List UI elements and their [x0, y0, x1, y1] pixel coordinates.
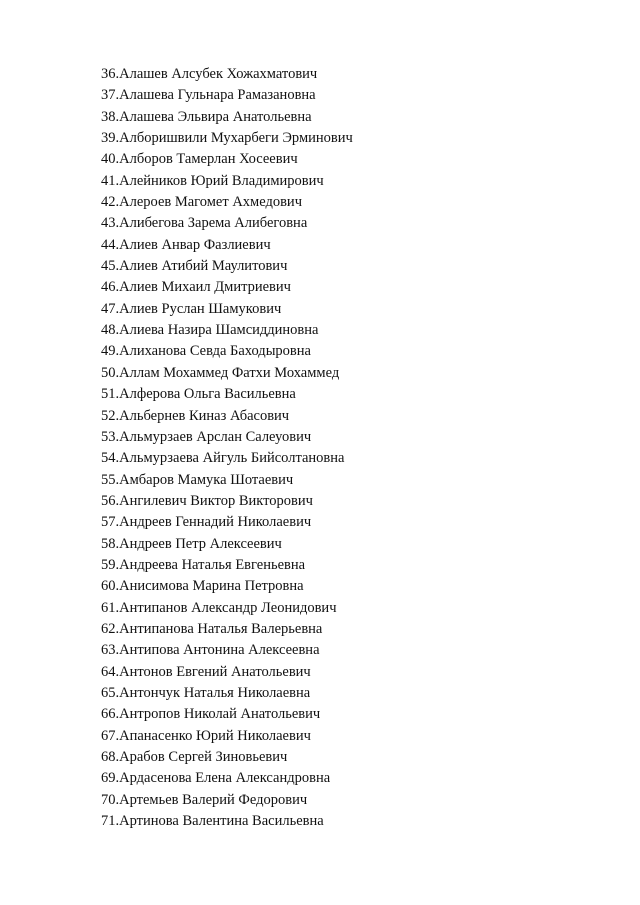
list-item-number: 51. — [101, 386, 120, 403]
list-item-number: 69. — [101, 770, 120, 787]
list-item-number: 63. — [101, 642, 120, 659]
list-item — [101, 277, 353, 298]
list-item-name: Ангилевич Виктор Викторович — [119, 492, 313, 509]
list-item-name: Аллам Мохаммед Фатхи Мохаммед — [119, 364, 340, 381]
list-item-number: 48. — [101, 322, 120, 339]
list-item-name: Андреев Петр Алексеевич — [119, 535, 282, 552]
list-item — [101, 747, 353, 768]
list-item — [101, 192, 353, 213]
list-item-number: 44. — [101, 236, 120, 253]
list-item — [101, 619, 353, 640]
list-item-name: Апанасенко Юрий Николаевич — [119, 727, 311, 744]
list-item — [101, 790, 353, 811]
list-item — [101, 149, 353, 170]
list-item — [101, 235, 353, 256]
list-item-number: 37. — [101, 87, 120, 104]
list-item-number: 54. — [101, 450, 120, 467]
list-item-name: Алашева Эльвира Анатольевна — [119, 108, 312, 125]
list-item — [101, 171, 353, 192]
list-item-number: 62. — [101, 620, 120, 637]
list-item — [101, 406, 353, 427]
list-item-name: Андреев Геннадий Николаевич — [119, 514, 312, 531]
list-item-number: 40. — [101, 151, 120, 168]
list-item-name: Алейников Юрий Владимирович — [119, 172, 324, 189]
list-item-number: 49. — [101, 343, 120, 360]
list-item-name: Алиев Анвар Фазлиевич — [119, 236, 271, 253]
list-item-name: Алиев Руслан Шамукович — [119, 300, 282, 317]
list-item-number: 56. — [101, 492, 120, 509]
list-item — [101, 811, 353, 832]
list-item — [101, 363, 353, 384]
list-item — [101, 662, 353, 683]
list-item-number: 59. — [101, 556, 120, 573]
list-item-number: 71. — [101, 813, 120, 830]
list-item-name: Альбернев Киназ Абасович — [119, 407, 290, 424]
list-item — [101, 341, 353, 362]
name-list — [101, 64, 353, 832]
list-item-number: 47. — [101, 300, 120, 317]
list-item — [101, 384, 353, 405]
list-item — [101, 107, 353, 128]
list-item-name: Арабов Сергей Зиновьевич — [119, 749, 288, 765]
list-item-number: 57. — [101, 514, 120, 531]
list-item-name: Алашев Алсубек Хожахматович — [119, 66, 318, 82]
list-item-name: Алиев Михаил Дмитриевич — [119, 279, 291, 296]
list-item-number: 45. — [101, 258, 120, 275]
list-item-name: Анисимова Марина Петровна — [119, 578, 304, 595]
list-item — [101, 256, 353, 277]
list-item — [101, 320, 353, 341]
list-item-name: Антропов Николай Анатольевич — [119, 706, 321, 723]
list-item-number: 50. — [101, 364, 120, 381]
list-item — [101, 640, 353, 661]
list-item-name: Альмурзаева Айгуль Бийсолтановна — [119, 450, 345, 467]
list-item-name: Альмурзаев Арслан Салеуович — [119, 428, 312, 445]
list-item-number: 61. — [101, 599, 120, 616]
list-item-name: Алборишвили Мухарбеги Эрминович — [119, 130, 353, 147]
list-item-name: Антончук Наталья Николаевна — [119, 684, 311, 701]
list-item-number: 53. — [101, 428, 120, 445]
list-item-number: 43. — [101, 215, 120, 232]
list-item — [101, 534, 353, 555]
list-item-name: Антипанов Александр Леонидович — [119, 599, 337, 616]
list-item — [101, 555, 353, 576]
list-item — [101, 427, 353, 448]
list-item-number: 42. — [101, 194, 120, 211]
list-item — [101, 491, 353, 512]
list-item-name: Артемьев Валерий Федорович — [119, 791, 308, 808]
list-item — [101, 64, 353, 85]
list-item-name: Алборов Тамерлан Хосеевич — [119, 151, 298, 168]
list-item-name: Алиханова Севда Баходыровна — [119, 343, 311, 360]
list-item — [101, 576, 353, 597]
list-item-number: 65. — [101, 684, 120, 701]
list-item-name: Алероев Магомет Ахмедович — [119, 194, 302, 211]
list-item-name: Антонов Евгений Анатольевич — [119, 663, 311, 680]
list-item-number: 38. — [101, 108, 120, 125]
list-item-name: Алашева Гульнара Рамазановна — [119, 87, 316, 104]
list-item — [101, 85, 353, 106]
list-item — [101, 598, 353, 619]
list-item-number: 64. — [101, 663, 120, 680]
list-item-number: 66. — [101, 706, 120, 723]
list-item-name: Антипанова Наталья Валерьевна — [119, 620, 323, 637]
list-item-name: Алиева Назира Шамсиддиновна — [119, 322, 319, 339]
list-item-name: Ардасенова Елена Александровна — [119, 770, 331, 787]
list-item — [101, 726, 353, 747]
list-item — [101, 512, 353, 533]
list-item-number: 67. — [101, 727, 120, 744]
list-item-name: Алибегова Зарема Алибеговна — [119, 215, 308, 232]
list-item — [101, 768, 353, 789]
list-item-number: 41. — [101, 172, 120, 189]
list-item-number: 68. — [101, 749, 120, 765]
list-item-name: Алферова Ольга Васильевна — [119, 386, 296, 403]
list-item — [101, 448, 353, 469]
list-item — [101, 470, 353, 491]
list-item-number: 36. — [101, 66, 120, 82]
list-item — [101, 128, 353, 149]
list-item-number: 39. — [101, 130, 120, 147]
list-item-name: Антипова Антонина Алексеевна — [119, 642, 320, 659]
list-item-name: Амбаров Мамука Шотаевич — [119, 471, 294, 488]
list-item — [101, 704, 353, 725]
list-item — [101, 299, 353, 320]
list-item-number: 46. — [101, 279, 120, 296]
list-item-number: 60. — [101, 578, 120, 595]
list-item-name: Андреева Наталья Евгеньевна — [119, 556, 306, 573]
list-item-number: 58. — [101, 535, 120, 552]
list-item-name: Артинова Валентина Васильевна — [119, 813, 324, 830]
list-item-number: 70. — [101, 791, 120, 808]
list-item — [101, 213, 353, 234]
list-item-number: 55. — [101, 471, 120, 488]
list-item — [101, 683, 353, 704]
list-item-name: Алиев Атибий Маулитович — [119, 258, 288, 275]
list-item-number: 52. — [101, 407, 120, 424]
